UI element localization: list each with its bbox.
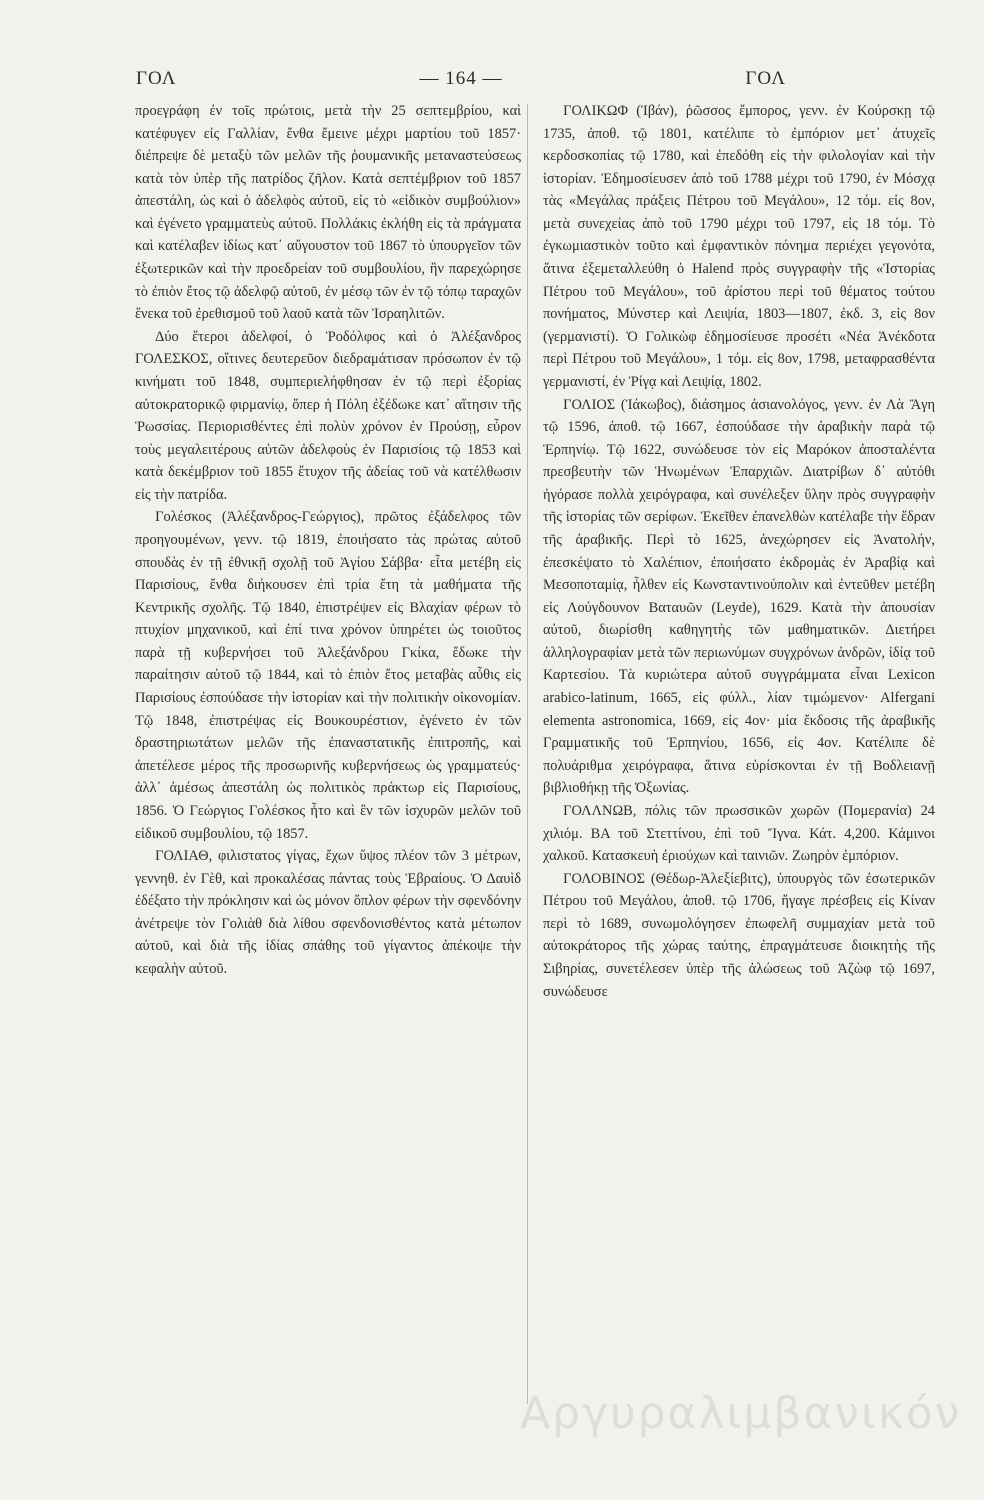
page-number: — 164 — — [419, 68, 503, 89]
left-column — [135, 100, 521, 981]
header-left-guideword: ΓΟΛ — [136, 68, 177, 89]
column-divider — [527, 104, 528, 1404]
entry-paragraph: ΓΟΛΛΝΩΒ, πόλις τῶν πρωσσικῶν χωρῶν (Πομερανία) 24 χιλιόμ. ΒΑ τοῦ Στεττίνου, ἐπὶ τοῦ Ἴγνα. Κάτ. 4,200. Κάμινοι χαλκοῦ. Κατασκευὴ ἐριούχων καὶ ταινιῶν. Ζωηρὸν ἐμπόριον. — [543, 802, 935, 865]
entry-paragraph: ΓΟΛΙΟΣ (Ἰάκωβος), διάσημος ἀσιανολόγος, γενν. ἐν Λὰ Ἄγη τῷ 1596, ἀποθ. τῷ 1667, ἐσπούδασε τὴν ἀραβικὴν παρὰ τῷ Ἐρπηνίῳ. Τῷ 1622, συνώδευσε τὸν εἰς Μαρόκον ἀποσταλέντα πρεσβευτὴν τῶν Ἡνωμένων Ἐπαρχιῶν. Διατρίβων δ᾽ αὐτόθι ἠγόρασε πολλὰ χειρόγραφα, καὶ συνέλεξεν ὕλην πρὸς συγγραφὴν τῆς ἱστορίας τῶν σερίφων. Ἐκεῖθεν ἐπανελθὼν κατέλαβε τὴν ἕδραν τῆς ἀραβικῆς. Περὶ τὸ 1625, ἀνεχώρησεν εἰς Ἀνατολήν, ἐπεσκέψατο τὸ Χαλέπιον, ἐποιήσατο ἐκδρομὰς ἐν Ἀραβίᾳ καὶ Μεσοποταμίᾳ, ἦλθεν εἰς Κωνσταντινούπολιν καὶ ἐντεῦθεν μετέβη εἰς Λούγδουνον Βαταυῶν (Leyde), 1629. Κατὰ τὴν ἀπουσίαν αὐτοῦ, διωρίσθη καθηγητὴς τῶν μαθηματικῶν. Διετήρει ἀλληλογραφίαν μετὰ τῶν περιωνύμων συγχρόνων ἀνδρῶν, ἰδίᾳ τοῦ Καρτεσίου. Τὰ κυριώτερα αὐτοῦ συγγράμματα εἶναι Lexicon arabico-latinum, 1665, εἰς φύλλ., λίαν τιμώμενον· Alfergani elementa astronomica, 1669, εἰς 4ον· μία ἔκδοσις τῆς ἀραβικῆς Γραμματικῆς τοῦ Ἐρπηνίου, 1656, εἰς 4ον. Κατέλιπε δὲ πολυάριθμα χειρόγραφα, ἅτινα εὑρίσκονται ἐν τῇ Βοδλειανῇ βιβλιοθήκῃ τῆς Ὀξωνίας. — [543, 396, 935, 797]
entry-continuation: προεγράφη ἐν τοῖς πρώτοις, μετὰ τὴν 25 σεπτεμβρίου, καὶ κατέφυγεν εἰς Γαλλίαν, ἔνθα ἔμεινε μέχρι μαρτίου τοῦ 1857· διέπρεψε δὲ μεταξὺ τῶν μελῶν τῆς ῥουμανικῆς μεταναστεύσεως κατὰ τὸν ὑπὲρ τῆς πατρίδος ζῆλον. Κατὰ σεπτέμβριον τοῦ 1857 ἀπεστάλη, ὡς καὶ ὁ ἀδελφὸς αὐτοῦ, εἰς τὸ «εἰδικὸν συμβούλιον» καὶ ἐγένετο γραμματεὺς αὐτοῦ. Πολλάκις ἐκλήθη εἰς τὰ πράγματα καὶ κατέλαβεν ἰδίως κατ᾽ αὔγουστον τοῦ 1867 τὸ ὑπουργεῖον τῶν ἐξωτερικῶν καὶ τὴν προεδρείαν τοῦ συμβουλίου, ἣν παρεχώρησε τὸ ἐπιὸν ἔτος τῷ ἀδελφῷ αὐτοῦ, ἐν μέσῳ τῶν ἐν τῷ τόπῳ ταραχῶν ἕνεκα τοῦ ἐρεθισμοῦ τοῦ λαοῦ κατὰ τῶν Ἰσραηλιτῶν. — [135, 103, 521, 323]
entry-paragraph: Γολέσκος (Ἀλέξανδρος-Γεώργιος), πρῶτος ἐξάδελφος τῶν προηγουμένων, γενν. τῷ 1819, ἐποιήσατο τὰς πρώτας αὐτοῦ σπουδὰς ἐν τῇ ἐθνικῇ σχολῇ τοῦ Ἁγίου Σάββα· εἶτα μετέβη εἰς Παρισίους, ἔνθα διήκουσεν ἐπὶ τρία ἔτη τὰ μαθήματα τῆς Κεντρικῆς σχολῆς. Τῷ 1840, ἐπιστρέψεν εἰς Βλαχίαν φέρων τὸ πτυχίον μηχανικοῦ, καὶ ἐπί τινα χρόνον ὑπηρέτει ὡς τοιοῦτος παρὰ τῇ κυβερνήσει τοῦ Ἀλεξάνδρου Γκίκα, ἔδωκε τὴν παραίτησιν αὐτοῦ τῷ 1844, καὶ τὸ ἐπιὸν ἔτος μεταβὰς αὖθις εἰς Παρισίους ἐσπούδασε τὴν ἱστορίαν καὶ τὴν πολιτικὴν οἰκονομίαν. Τῷ 1848, ἐπιστρέψας εἰς Βουκουρέστιον, ἐγένετο ἐν τῶν δραστηριωτάτων μελῶν τῆς ἐπαναστατικῆς ἐπιτροπῆς, καὶ ἀπετέλεσε μέρος τῆς προσωρινῆς κυβερνήσεως ὡς γραμματεύς· ἀλλ᾽ ἀμέσως ἀπεστάλη ὡς πολιτικὸς πράκτωρ εἰς Παρισίους, 1856. Ὁ Γεώργιος Γολέσκος ἦτο καὶ ἓν τῶν ἰσχυρῶν μελῶν τοῦ εἰδικοῦ συμβουλίου, τῷ 1857. — [135, 509, 521, 842]
entry-paragraph: Δύο ἕτεροι ἀδελφοί, ὁ Ῥοδόλφος καὶ ὁ Ἀλέξανδρος ΓΟΛΕΣΚΟΣ, οἵτινες δευτερεῦον διεδραμάτισαν πρόσωπον ἐν τῷ κινήματι τοῦ 1848, συμπεριελήφθησαν ἐν τῷ περὶ ἐξορίας αὐτοκρατορικῷ φιρμανίῳ, ὅπερ ἡ Πόλη ἐξέδωκε κατ᾽ αἴτησιν τῆς Ῥωσσίας. Περιορισθέντες ἐπὶ πολὺν χρόνον ἐν Προύσῃ, εὗρον τοὺς μεγαλειτέρους αὐτῶν ἀδελφοὺς ἐν Παρισίοις τῷ 1853 καὶ κατὰ δεκέμβριον τοῦ 1855 ἔτυχον τῆς ἀδείας τοῦ νὰ κατέλθωσιν εἰς τὴν πατρίδα. — [135, 328, 521, 503]
running-header — [136, 62, 786, 96]
header-right-guideword: ΓΟΛ — [745, 68, 786, 89]
entry-paragraph: ΓΟΛΙΑΘ, φιλιστατος γίγας, ἔχων ὕψος πλέον τῶν 3 μέτρων, γεννηθ. ἐν Γὲθ, καὶ προκαλέσας πάντας τοὺς Ἑβραίους. Ὁ Δαυὶδ ἐδέξατο τὴν πρόκλησιν καὶ ὡς μόνον ὅπλον φέρων τὴν σφενδόνην ἀνέτρεψε τὸν Γολιὰθ διὰ λίθου σφενδονισθέντος κατὰ μέτωπον αὐτοῦ, καὶ διὰ τῆς ἰδίας σπάθης τοῦ γίγαντος ἀπέκοψε τὴν κεφαλὴν αὐτοῦ. — [135, 848, 521, 977]
entry-paragraph: ΓΟΛΟΒΙΝΟΣ (Θέδωρ-Ἀλεξίεβιτς), ὑπουργὸς τῶν ἐσωτερικῶν Πέτρου τοῦ Μεγάλου, ἀποθ. τῷ 1706, ἤγαγε πρέσβεις εἰς Κίναν περὶ τὸ 1689, συνωμολόγησεν ἐπωφελῆ συμμαχίαν μετὰ τοῦ αὐτοκράτορος τῆς χώρας ταύτης, ἐπραγμάτευσε διοικητὴς τῆς Σιβηρίας, συνετέλεσεν ὑπὲρ τῆς ἀλώσεως τοῦ Ἀζὼφ τῷ 1697, συνώδευσε — [543, 870, 935, 1000]
right-column — [543, 100, 935, 1003]
library-watermark: Αργυραλιμβανικόν — [520, 1388, 962, 1439]
entry-paragraph: ΓΟΛΙΚΩΦ (Ἰβάν), ῥῶσσος ἔμπορος, γενν. ἐν Κούρσκῃ τῷ 1735, ἀποθ. τῷ 1801, κατέλιπε τὸ ἐμπόριον μετ᾽ ἀτυχεῖς κερδοσκοπίας τῷ 1780, καὶ ἐπεδόθη εἰς τὴν φιλολογίαν καὶ τὴν ἱστορίαν. Ἐδημοσίευσεν ἀπὸ τοῦ 1788 μέχρι τοῦ 1790, ἐν Μόσχᾳ τὰς «Μεγάλας πράξεις Πέτρου τοῦ Μεγάλου», 12 τόμ. εἰς 8ον, μετὰ συνεχείας ἀπὸ τοῦ 1790 μέχρι τοῦ 1797, εἰς 18 τόμ. Τὸ ἐγκωμιαστικὸν τοῦτο καὶ ἐμφαντικὸν πόνημα περιέχει γεγονότα, ἅτινα ἐξεμεταλλεύθη ὁ Halend πρὸς συγγραφὴν τῆς «Ἱστορίας Πέτρου τοῦ Μεγάλου», τοῦ ἀρίστου περὶ τοῦ θέματος τούτου πονήματος, Μύνστερ καὶ Λειψία, 1803—1807, ἐκδ. 3, εἰς 8ον (γερμανιστί). Ὁ Γολικὼφ ἐδημοσίευσε προσέτι «Νέα Ἀνέκδοτα περὶ Πέτρου τοῦ Μεγάλου», 1 τόμ. εἰς 8ον, 1798, μεταφρασθέντα γερμανιστί, ἐν Ῥίγᾳ καὶ Λειψίᾳ, 1802. — [543, 103, 935, 390]
